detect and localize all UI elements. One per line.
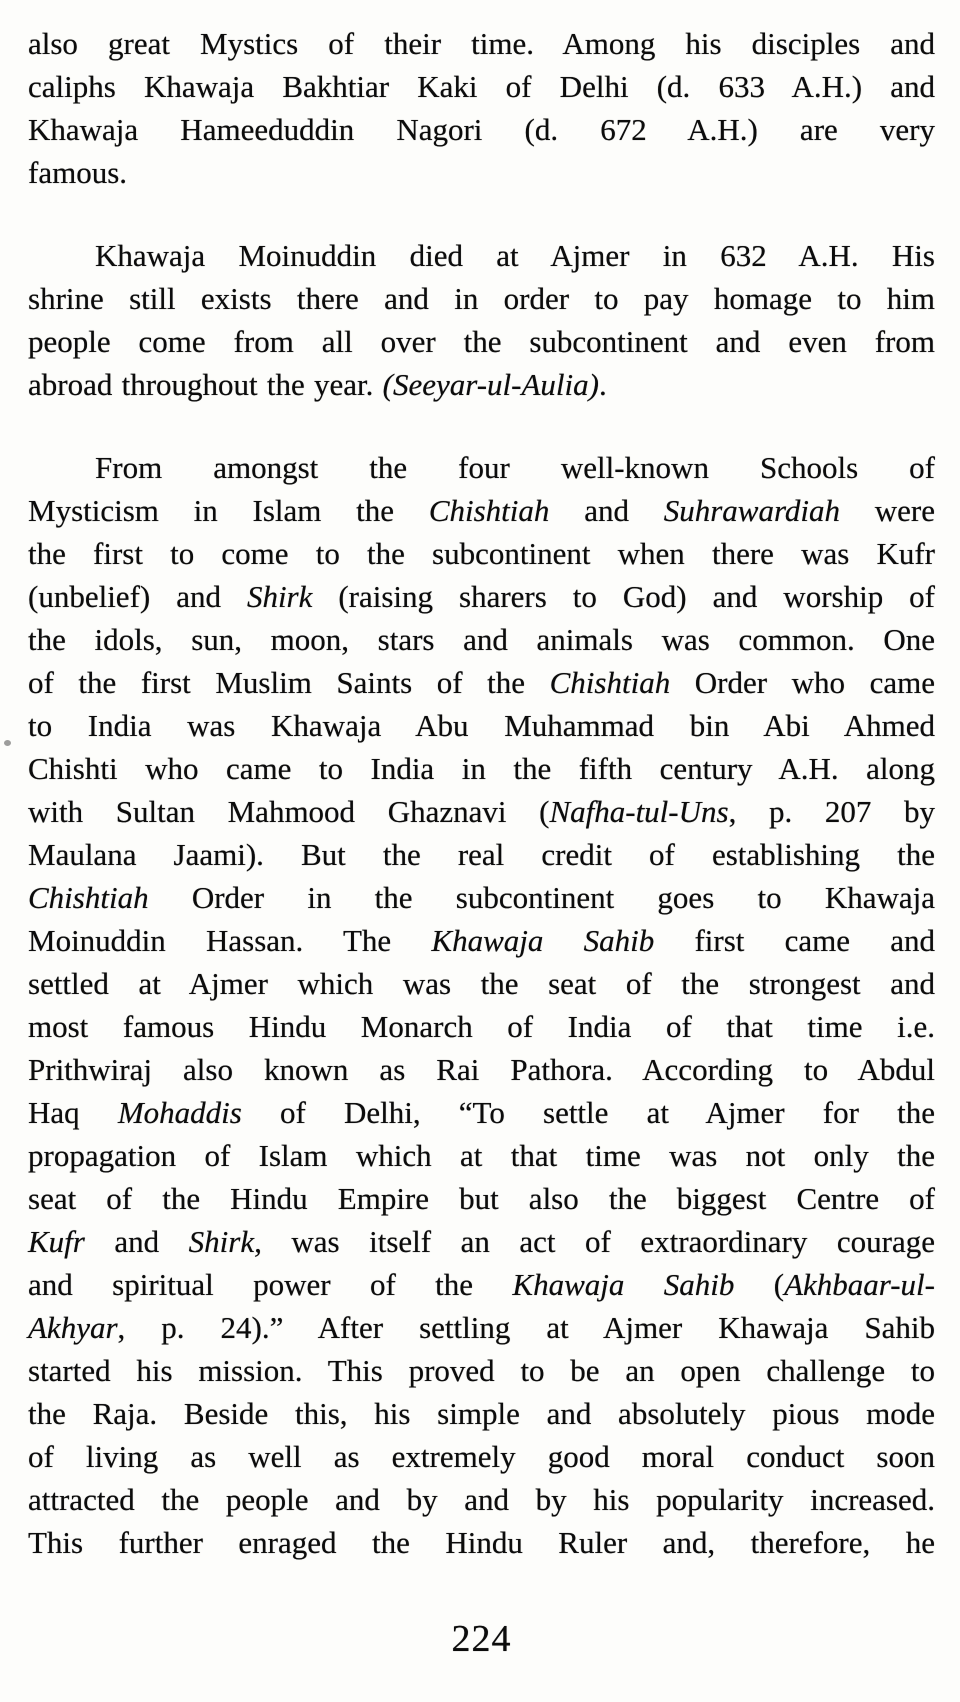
italic-text: Suhrawardiah — [663, 493, 840, 528]
text-line — [28, 320, 935, 363]
text-line — [28, 1220, 935, 1263]
text-line — [28, 1435, 935, 1478]
text-line — [28, 962, 935, 1005]
italic-text: Akhbaar-ul- — [784, 1267, 935, 1302]
text-line — [28, 532, 935, 575]
text-segment: Mysticism in Islam the — [28, 493, 429, 528]
text-segment: propagation of Islam which at that time was not only the — [28, 1138, 935, 1173]
text-segment: with Sultan Mahmood Ghaznavi ( — [28, 794, 550, 829]
text-segment: , p. 24).” After settling at Ajmer Khawaja Sahib — [117, 1310, 935, 1345]
text-line — [28, 22, 935, 65]
italic-text: (Seeyar-ul-Aulia) — [382, 367, 599, 402]
scan-artifact — [4, 740, 11, 746]
text-line — [28, 1392, 935, 1435]
text-segment: caliphs Khawaja Bakhtiar Kaki of Delhi (d. 633 A.H.) and — [28, 69, 935, 104]
text-segment: , p. 207 by — [728, 794, 935, 829]
italic-text: Chishtiah — [28, 880, 149, 915]
text-line — [28, 747, 935, 790]
text-segment: and — [549, 493, 664, 528]
text-segment: was itself an act of extraordinary courage — [261, 1224, 936, 1259]
text-segment: and — [84, 1224, 189, 1259]
text-line — [28, 661, 935, 704]
text-segment: also great Mystics of their time. Among his disciples and — [28, 26, 935, 61]
italic-text: Mohaddis — [117, 1095, 242, 1130]
text-line — [28, 1478, 935, 1521]
text-block — [28, 22, 935, 1564]
text-line — [28, 618, 935, 661]
text-line — [28, 790, 935, 833]
text-line — [28, 1177, 935, 1220]
text-line — [28, 1048, 935, 1091]
text-segment: Moinuddin Hassan. The — [28, 923, 432, 958]
italic-text: Chishtiah — [428, 493, 550, 528]
text-segment: This further enraged the Hindu Ruler and, therefore, he — [28, 1525, 935, 1560]
text-segment: (raising sharers to God) and worship of — [312, 579, 935, 614]
paragraph — [28, 234, 935, 406]
text-line — [28, 363, 935, 406]
text-line — [28, 65, 935, 108]
text-line — [28, 446, 935, 489]
italic-text: Shirk, — [188, 1224, 262, 1259]
italic-text: Akhyar — [28, 1310, 118, 1345]
text-line — [28, 575, 935, 618]
text-segment: Haq — [28, 1095, 118, 1130]
text-line — [28, 277, 935, 320]
italic-text: Chishtiah — [549, 665, 671, 700]
text-segment: the idols, sun, moon, stars and animals was common. One — [28, 622, 935, 657]
text-segment: (unbelief) and — [28, 579, 247, 614]
text-segment: Chishti who came to India in the fifth century A.H. along — [28, 751, 935, 786]
text-line — [28, 919, 935, 962]
text-segment: seat of the Hindu Empire but also the biggest Centre of — [28, 1181, 935, 1216]
text-line — [28, 1521, 935, 1564]
text-segment: Order in the subcontinent goes to Khawaja — [148, 880, 935, 915]
text-segment: of living as well as extremely good moral conduct soon — [28, 1439, 935, 1474]
text-segment: were — [840, 493, 935, 528]
text-line — [28, 1005, 935, 1048]
text-line — [28, 489, 935, 532]
text-line — [28, 1263, 935, 1306]
text-segment: the first to come to the subcontinent when there was Kufr — [28, 536, 935, 571]
text-segment: . — [598, 367, 607, 402]
text-line — [28, 704, 935, 747]
text-line — [28, 1091, 935, 1134]
text-segment: shrine still exists there and in order to pay homage to him — [28, 281, 935, 316]
italic-text: Kufr — [28, 1224, 85, 1259]
text-segment: Khawaja Hameeduddin Nagori (d. 672 A.H.) are very — [28, 112, 935, 147]
text-line — [28, 833, 935, 876]
italic-text: Nafha-tul-Uns — [549, 794, 729, 829]
text-segment: first came and — [654, 923, 935, 958]
text-segment: settled at Ajmer which was the seat of the strongest and — [28, 966, 935, 1001]
text-segment: Prithwiraj also known as Rai Pathora. According to Abdul — [28, 1052, 935, 1087]
text-segment: people come from all over the subcontinent and even from — [28, 324, 935, 359]
text-segment: ( — [734, 1267, 785, 1302]
italic-text: Shirk — [246, 579, 313, 614]
text-segment: From amongst the four well-known Schools of — [95, 450, 935, 485]
paragraph — [28, 446, 935, 1564]
text-segment: the Raja. Beside this, his simple and absolutely pious mode — [28, 1396, 935, 1431]
text-line — [28, 151, 935, 194]
text-segment: Khawaja Moinuddin died at Ajmer in 632 A.H. His — [95, 238, 935, 273]
text-line — [28, 876, 935, 919]
text-segment: attracted the people and by and by his popularity increased. — [28, 1482, 935, 1517]
italic-text: Khawaja Sahib — [431, 923, 655, 958]
text-line — [28, 1349, 935, 1392]
text-segment: most famous Hindu Monarch of India of that time i.e. — [28, 1009, 935, 1044]
text-segment: Order who came — [670, 665, 935, 700]
text-line — [28, 1134, 935, 1177]
text-segment: Maulana Jaami). But the real credit of establishing the — [28, 837, 935, 872]
text-segment: started his mission. This proved to be an open challenge to — [28, 1353, 935, 1388]
text-segment: of Delhi, “To settle at Ajmer for the — [241, 1095, 935, 1130]
italic-text: Khawaja Sahib — [512, 1267, 735, 1302]
text-segment: of the first Muslim Saints of the — [28, 665, 550, 700]
text-line — [28, 108, 935, 151]
text-segment: and spiritual power of the — [28, 1267, 513, 1302]
text-segment: abroad throughout the year. — [28, 367, 383, 402]
text-line — [28, 1306, 935, 1349]
paragraph — [28, 22, 935, 194]
text-line — [28, 234, 935, 277]
text-segment: to India was Khawaja Abu Muhammad bin Abi Ahmed — [28, 708, 935, 743]
text-segment: famous. — [28, 155, 128, 190]
page-number: 224 — [451, 1618, 512, 1660]
